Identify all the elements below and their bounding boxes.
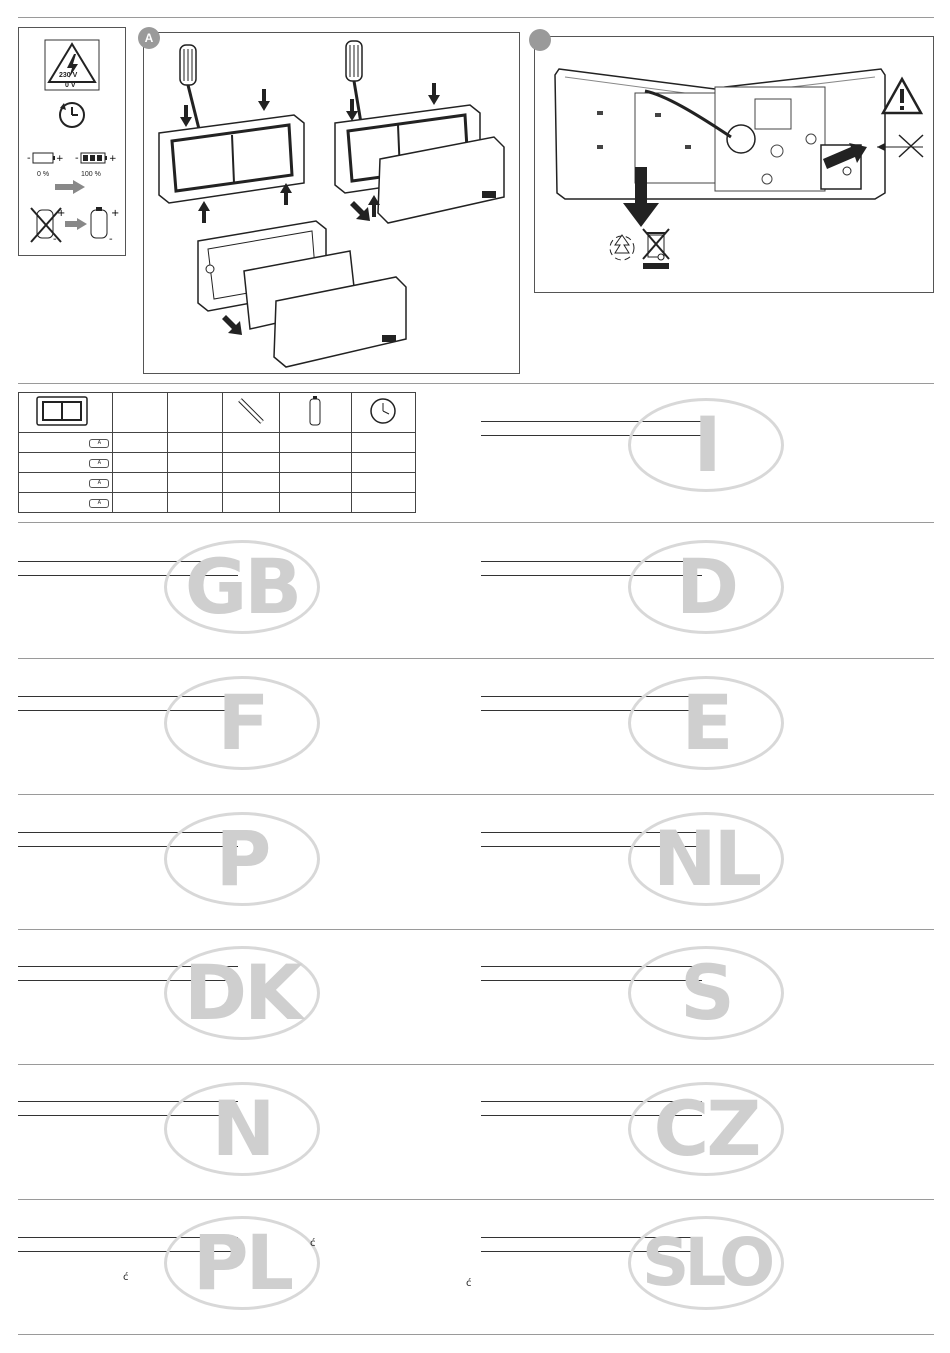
luminaire-cover [272, 273, 412, 373]
svg-text:-: - [109, 234, 113, 245]
luminaire-cover [376, 133, 506, 229]
section-rule [18, 383, 934, 384]
luminaire-front-icon [19, 395, 79, 427]
mode-button: A [89, 499, 109, 508]
spec-row [19, 473, 416, 493]
timer-icon [57, 100, 87, 130]
spec-row [19, 493, 416, 513]
language-code: N [211, 1084, 273, 1173]
language-code: CZ [653, 1084, 759, 1173]
spec-header-duration [351, 393, 415, 433]
language-code: NL [652, 814, 760, 903]
fluorescent-tube-icon [236, 396, 266, 426]
svg-text:-: - [27, 153, 31, 164]
arrow-up-icon [368, 195, 380, 217]
svg-text:+: + [57, 208, 66, 219]
no-leaking-battery-icon [27, 204, 67, 244]
bottom-rule [18, 1334, 934, 1335]
luminaire-interior-diagram [555, 65, 885, 201]
svg-text:+: + [111, 208, 120, 219]
arrow-down-icon [346, 99, 358, 121]
mode-button: A [89, 479, 109, 488]
language-code: GB [184, 542, 300, 631]
remove-battery-arrow-icon [623, 167, 659, 227]
figure-a-badge: A [138, 27, 160, 49]
language-code: DK [184, 948, 300, 1037]
language-code: SLO [641, 1224, 771, 1301]
arrow-diagonal-icon [222, 315, 242, 335]
charge-full-label: 100 % [81, 171, 101, 178]
language-code: I [693, 400, 719, 489]
spec-header-cell [168, 393, 223, 433]
language-code: PL [192, 1218, 292, 1307]
language-code: P [215, 814, 269, 903]
language-code: E [681, 678, 731, 767]
spec-header-battery [279, 393, 351, 433]
svg-text:-: - [53, 234, 57, 245]
svg-text:+: + [56, 154, 64, 164]
spec-row [19, 453, 416, 473]
charge-arrow-icon [55, 180, 85, 194]
section-rule [18, 1064, 934, 1065]
spec-header-cell [113, 393, 168, 433]
figure-b-badge [529, 29, 551, 51]
svg-text:+: + [109, 154, 117, 164]
mode-button: A [89, 439, 109, 448]
figure-a-panel [143, 32, 520, 374]
warning-triangle-icon [881, 77, 923, 115]
charge-empty-label: 0 % [37, 171, 50, 178]
mode-button: A [89, 459, 109, 468]
recycle-icon [607, 233, 637, 263]
zero-voltage-label: 0 V [65, 82, 76, 89]
safety-panel [18, 27, 126, 256]
language-code: S [680, 948, 732, 1037]
section-rule [18, 522, 934, 523]
spec-row [19, 433, 416, 453]
battery-empty-icon [27, 150, 63, 166]
section-rule [18, 794, 934, 795]
arrow-up-icon [280, 183, 292, 205]
arrow-down-icon [258, 89, 270, 111]
spec-header-luminaire [19, 393, 113, 433]
disconnect-arrow-icon [823, 143, 867, 171]
section-rule [18, 1199, 934, 1200]
svg-text:-: - [75, 153, 79, 164]
battery-full-icon [75, 150, 119, 166]
section-rule [18, 658, 934, 659]
arrow-diagonal-icon [350, 201, 370, 221]
text-glyph: ć [310, 1238, 316, 1249]
section-rule [18, 929, 934, 930]
arrow-down-icon [428, 83, 440, 105]
language-code: F [217, 678, 267, 767]
text-glyph: ć [123, 1272, 129, 1283]
spec-header-lamp [223, 393, 280, 433]
battery-pack-icon [307, 396, 323, 426]
voltage-label: 230 V [59, 72, 78, 79]
clock-icon [368, 396, 398, 426]
weee-crossed-bin-icon [641, 227, 671, 271]
top-rule [18, 17, 934, 18]
arrow-down-icon [180, 105, 192, 127]
language-code: D [675, 542, 737, 631]
figure-b-panel [534, 36, 934, 293]
text-glyph: ć [466, 1278, 472, 1289]
new-battery-icon [83, 204, 123, 244]
no-mains-connection-icon [877, 133, 927, 159]
spec-table [18, 392, 416, 513]
